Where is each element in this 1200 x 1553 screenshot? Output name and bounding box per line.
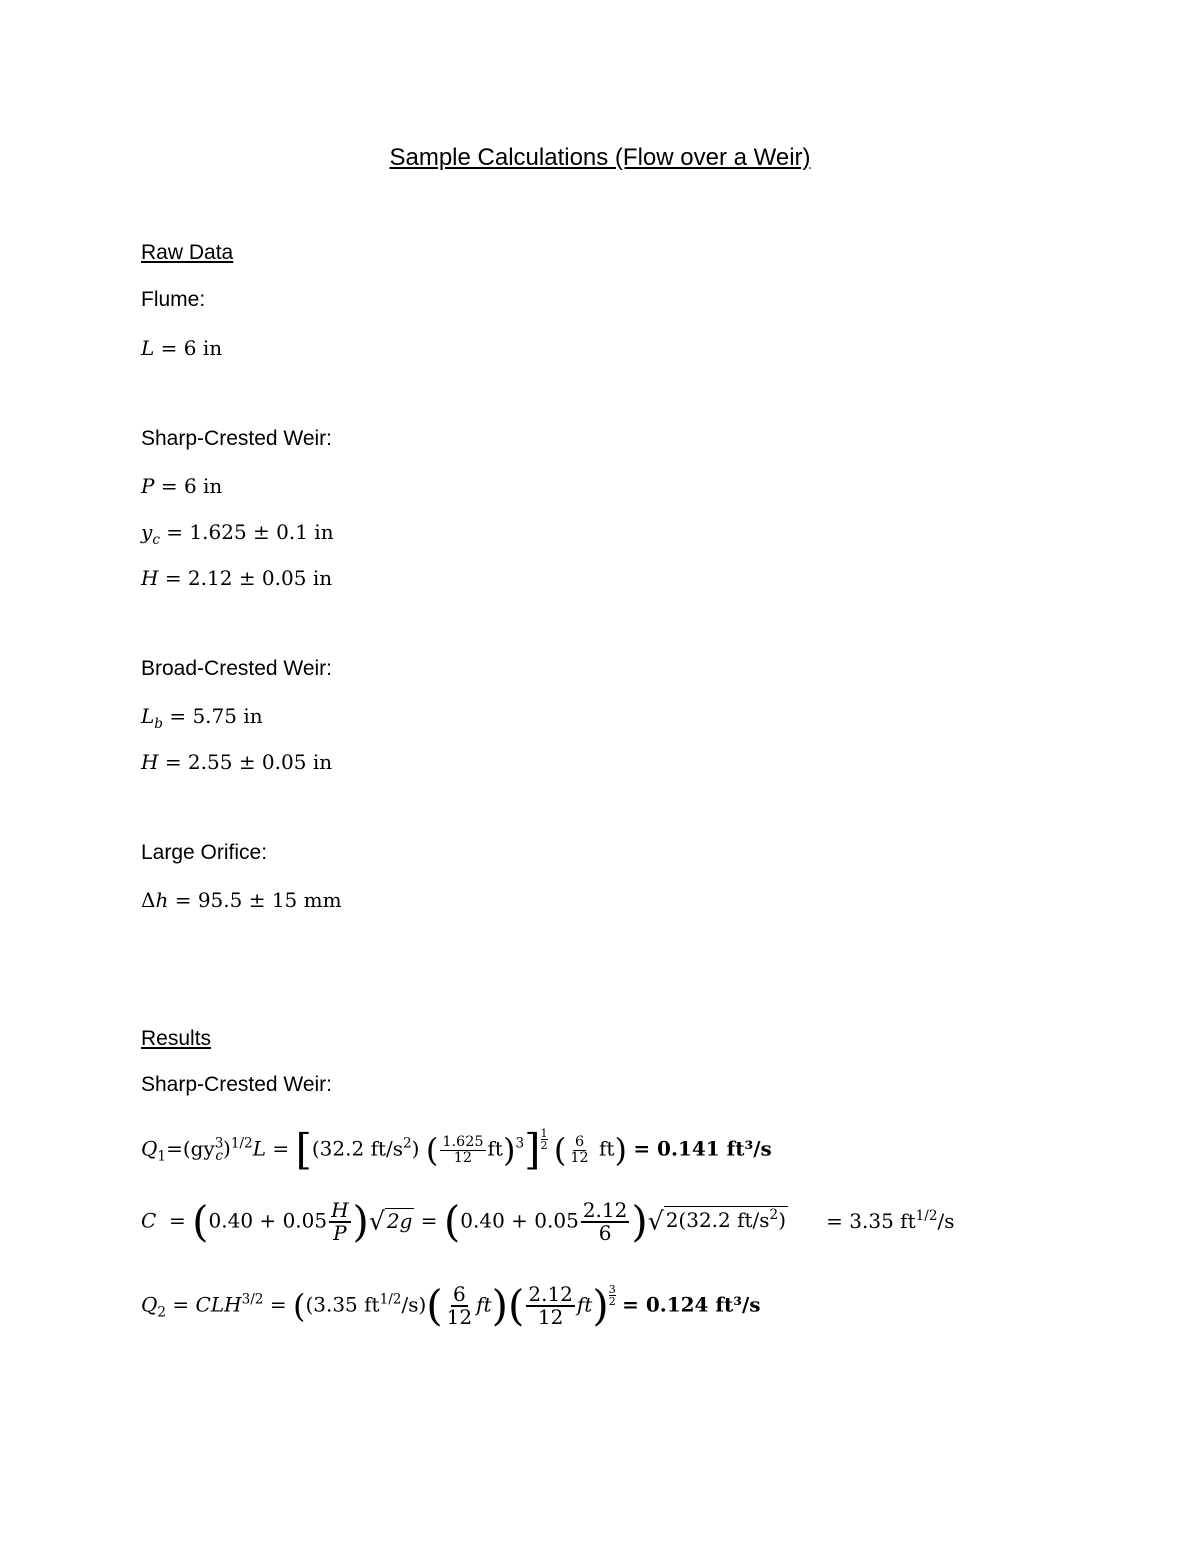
broad-crested-weir-label: Broad-Crested Weir:: [141, 657, 333, 680]
weir-height-value: = 6 in: [160, 474, 223, 498]
raw-data-heading: Raw Data: [141, 241, 234, 264]
q1-result: = 0.141 ft³/s: [633, 1136, 772, 1161]
broad-head-value: = 2.55 ± 0.05 in: [164, 750, 333, 774]
broad-length-value: = 5.75 in: [169, 704, 263, 728]
sharp-crested-weir-label: Sharp-Crested Weir:: [141, 427, 333, 450]
large-orifice-label: Large Orifice:: [141, 841, 268, 864]
c-head-ratio-fraction: $\frac{2.12}{6}$: [582, 1198, 628, 1245]
flume-label: Flume:: [141, 288, 206, 311]
q2-equation: $Q_2 = CLH^{3/2} = ((3.35$ $ft^{1/2}/s$)( $\frac{6}{12}$ ft)( $\frac{2.12}{12}$ ft) $\frac{3}{2}$ = 0.124 ft³/s: [141, 1281, 761, 1331]
sharp-head-equation: H = 2.12 ± 0.05 in: [141, 566, 333, 590]
q2-length-fraction: $\frac{6}{12}$: [446, 1282, 473, 1330]
orifice-dh-equation: Δh = 95.5 ± 15 mm: [141, 888, 342, 912]
q2-result: = 0.124 ft³/s: [622, 1292, 761, 1317]
q1-depth-fraction: $\frac{1.625}{12}$: [442, 1133, 484, 1166]
q1-length-fraction: $\frac{6}{12}$: [570, 1133, 589, 1166]
q1-equation: $Q_1=(gy^3_c)^{1/2}L = [(32.2$ $ft/s^2$) ( $\frac{1.625}{12}$ ft)$^3$] $\frac{1}{2}$ ( $\frac{6}{12}$ ft) = 0.141 ft³/s: [141, 1125, 772, 1175]
results-sharp-crested-weir-label: Sharp-Crested Weir:: [141, 1073, 333, 1096]
page-title: Sample Calculations (Flow over a Weir): [389, 144, 811, 171]
q2-head-fraction: $\frac{2.12}{12}$: [528, 1282, 573, 1330]
sharp-head-value: = 2.12 ± 0.05 in: [164, 566, 333, 590]
weir-height-equation: P = 6 in: [141, 474, 223, 498]
flume-length-equation: L = 6 in: [141, 336, 223, 360]
flume-length-value: = 6 in: [160, 336, 223, 360]
discharge-coefficient-equation: C = (0.40 + 0.05 $\frac{H}{P}$ )√ 2g = (0.40 + 0.05 $\frac{2.12}{6}$ )√ 2(32.2 $ft/s^2$) = 3.35 $ft^{1/2}/s$: [141, 1197, 955, 1246]
orifice-dh-value: = 95.5 ± 15 mm: [174, 888, 342, 912]
c-result: = 3.35 $ft^{1/2}/s$: [826, 1207, 955, 1233]
results-heading: Results: [141, 1027, 212, 1050]
critical-depth-value: = 1.625 ± 0.1 in: [166, 520, 334, 544]
broad-head-equation: H = 2.55 ± 0.05 in: [141, 750, 333, 774]
broad-length-equation: $L_b = 5.75$ in: [141, 704, 263, 732]
critical-depth-equation: $y_c = 1.625 \pm 0.1$ in: [141, 520, 334, 548]
